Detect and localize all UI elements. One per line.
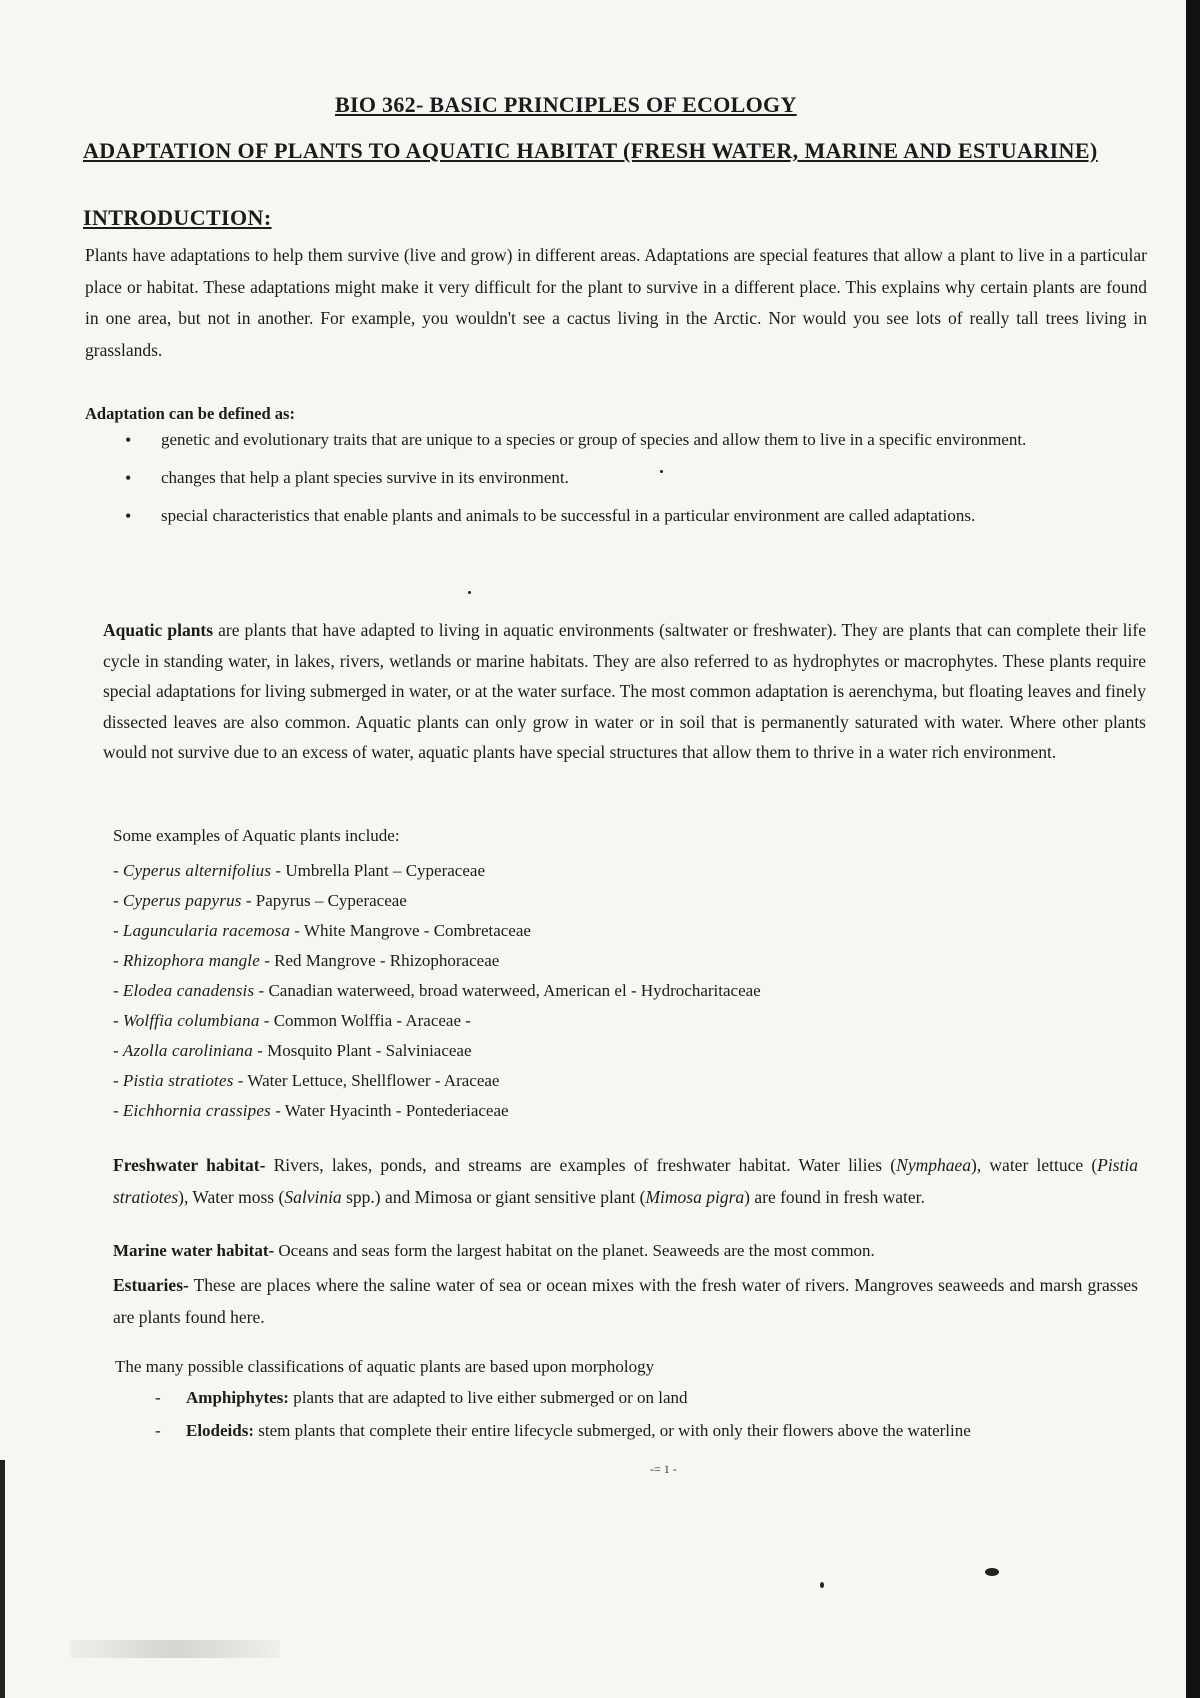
example-item: - Rhizophora mangle - Red Mangrove - Rhizophoraceae: [113, 951, 500, 970]
introduction-paragraph: Plants have adaptations to help them survive (live and grow) in different areas. Adaptations are special features that allow a plant to live in a particular place or habitat. These adaptations might make it very difficult for the plant to survive in a different place. This explains why certain plants are found in one area, but not in another. For example, you wouldn't see a cactus living in the Arctic. Nor would you see lots of really tall trees living in grasslands.: [85, 245, 1147, 360]
species-name: Laguncularia racemosa: [122, 921, 291, 940]
aquatic-plants-term: Aquatic plants: [103, 620, 214, 640]
definition-item: • special characteristics that enable plants and animals to be successful in a particular environment are called adaptations.: [125, 501, 1155, 531]
scan-speck: [985, 1568, 999, 1576]
classification-intro: The many possible classifications of aquatic plants are based upon morphology: [115, 1357, 655, 1376]
classification-list: [155, 1383, 1140, 1449]
species-name: Azolla caroliniana: [122, 1041, 253, 1060]
aquatic-plants-paragraph: [103, 615, 1146, 768]
example-item: - Pistia stratiotes - Water Lettuce, Shellflower - Araceae: [113, 1071, 500, 1090]
example-item: - Cyperus alternifolius - Umbrella Plant – Cyperaceae: [113, 861, 485, 880]
examples-list: [113, 856, 1013, 1126]
document-title: ADAPTATION OF PLANTS TO AQUATIC HABITAT (FRESH WATER, MARINE AND ESTUARINE): [83, 138, 1098, 163]
examples-heading: Some examples of Aquatic plants include:: [113, 826, 400, 845]
example-item: - Azolla caroliniana - Mosquito Plant - Salviniaceae: [113, 1041, 472, 1060]
species-name: Rhizophora mangle: [122, 951, 260, 970]
estuaries-label: Estuaries-: [113, 1275, 189, 1295]
scan-edge-right: [1186, 0, 1200, 1698]
scan-speck: [660, 470, 663, 473]
species-name: Pistia stratiotes: [122, 1071, 234, 1090]
example-item: - Cyperus papyrus - Papyrus – Cyperaceae: [113, 891, 407, 910]
definition-item: • genetic and evolutionary traits that are unique to a species or group of species and allow them to live in a specific environment.: [125, 425, 1155, 455]
course-heading: BIO 362- BASIC PRINCIPLES OF ECOLOGY: [335, 92, 797, 117]
example-item: - Eichhornia crassipes - Water Hyacinth - Pontederiaceae: [113, 1101, 509, 1120]
introduction-heading: INTRODUCTION:: [83, 205, 272, 230]
species-name: Cyperus papyrus: [122, 891, 242, 910]
species-name: Cyperus alternifolius: [122, 861, 272, 880]
classification-term: Amphiphytes:: [186, 1388, 289, 1407]
definition-list: [125, 425, 1155, 539]
definition-item: • changes that help a plant species survive in its environment.: [125, 463, 1155, 493]
scan-smudge: [70, 1640, 280, 1658]
classification-item: - Amphiphytes: plants that are adapted to live either submerged or on land: [155, 1383, 1140, 1413]
species-name: Eichhornia crassipes: [122, 1101, 271, 1120]
scan-speck: [468, 591, 471, 594]
example-item: - Elodea canadensis - Canadian waterweed, broad waterweed, American el - Hydrocharitaceae: [113, 981, 761, 1000]
scan-speck: [820, 1582, 824, 1588]
freshwater-label: Freshwater habitat-: [113, 1155, 266, 1175]
marine-paragraph: Marine water habitat- Oceans and seas form the largest habitat on the planet. Seaweeds are the most common.: [113, 1241, 875, 1260]
aquatic-plants-text: are plants that have adapted to living in aquatic environments (saltwater or freshwater). They are plants that can complete their life cycle in standing water, in lakes, rivers, wetlands or marine habitats. They are also referred to as hydrophytes or macrophytes. These plants require special adaptations for living submerged in water, or at the water surface. The most common adaptation is aerenchyma, but floating leaves and finely dissected leaves are also common. Aquatic plants can only grow in water or in soil that is permanently saturated with water. Where other plants would not survive due to an excess of water, aquatic plants have special structures that allow them to thrive in a water rich environment.: [103, 620, 1146, 762]
species-name: Elodea canadensis: [122, 981, 255, 1000]
classification-item: - Elodeids: stem plants that complete their entire lifecycle submerged, or with only their flowers above the waterline: [155, 1416, 1140, 1446]
scan-edge-left: [0, 1460, 5, 1698]
page-mark: -= 1 -: [650, 1462, 677, 1476]
marine-label: Marine water habitat-: [113, 1241, 275, 1260]
definition-heading: Adaptation can be defined as:: [85, 404, 295, 423]
freshwater-paragraph: Freshwater habitat- Rivers, lakes, ponds, and streams are examples of freshwater habitat. Water lilies (Nymphaea), water lettuce (Pistia stratiotes), Water moss (Salvinia spp.) and Mimosa or giant sensitive plant (Mimosa pigra) are found in fresh water.: [113, 1155, 1138, 1207]
classification-term: Elodeids:: [186, 1421, 255, 1440]
species-name: Wolffia columbiana: [122, 1011, 260, 1030]
estuaries-paragraph: Estuaries- These are places where the saline water of sea or ocean mixes with the fresh water of rivers. Mangroves seaweeds and marsh grasses are plants found here.: [113, 1275, 1138, 1327]
example-item: - Laguncularia racemosa - White Mangrove - Combretaceae: [113, 921, 531, 940]
example-item: - Wolffia columbiana - Common Wolffia - Araceae -: [113, 1011, 471, 1030]
